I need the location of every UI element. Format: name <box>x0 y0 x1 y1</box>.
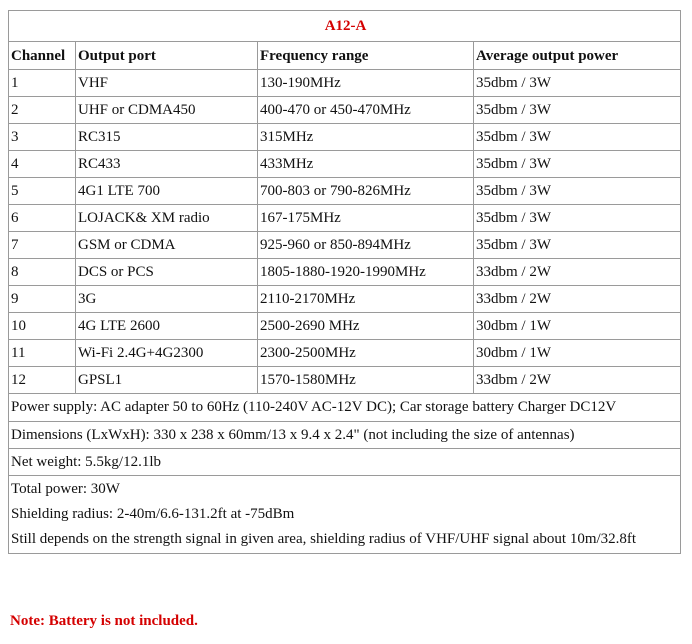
frequency-range-cell: 1805-1880-1920-1990MHz <box>258 259 474 286</box>
table-row <box>9 205 681 232</box>
header-channel: Channel <box>9 42 76 70</box>
output-port-cell: 4G LTE 2600 <box>76 313 258 340</box>
frequency-range-cell: 167-175MHz <box>258 205 474 232</box>
frequency-range-cell: 130-190MHz <box>258 70 474 97</box>
frequency-range-cell: 925-960 or 850-894MHz <box>258 232 474 259</box>
output-power-cell: 35dbm / 3W <box>474 70 681 97</box>
spec-table <box>8 10 681 554</box>
header-row <box>9 42 681 70</box>
frequency-range-cell: 433MHz <box>258 151 474 178</box>
frequency-range-cell: 2300-2500MHz <box>258 340 474 367</box>
power-info-cell <box>9 476 681 554</box>
output-port-cell: 4G1 LTE 700 <box>76 178 258 205</box>
output-power-cell: 35dbm / 3W <box>474 205 681 232</box>
table-row <box>9 178 681 205</box>
output-port-cell: Wi-Fi 2.4G+4G2300 <box>76 340 258 367</box>
frequency-range-cell: 2500-2690 MHz <box>258 313 474 340</box>
channel-cell: 11 <box>9 340 76 367</box>
channel-cell: 10 <box>9 313 76 340</box>
table-title: A12-A <box>9 11 681 42</box>
table-row <box>9 124 681 151</box>
output-power-cell: 33dbm / 2W <box>474 367 681 394</box>
total-power-text: Total power: 30W <box>11 481 120 497</box>
table-row <box>9 97 681 124</box>
channel-cell: 3 <box>9 124 76 151</box>
table-row <box>9 70 681 97</box>
output-power-cell: 30dbm / 1W <box>474 340 681 367</box>
table-row <box>9 151 681 178</box>
title-row <box>9 11 681 42</box>
power-info-row <box>9 476 681 554</box>
channel-cell: 6 <box>9 205 76 232</box>
channel-cell: 1 <box>9 70 76 97</box>
channel-cell: 12 <box>9 367 76 394</box>
frequency-range-cell: 400-470 or 450-470MHz <box>258 97 474 124</box>
table-row <box>9 313 681 340</box>
frequency-range-cell: 1570-1580MHz <box>258 367 474 394</box>
output-power-cell: 35dbm / 3W <box>474 97 681 124</box>
channel-cell: 7 <box>9 232 76 259</box>
power-supply-text: Power supply: AC adapter 50 to 60Hz (110-240V AC-12V DC); Car storage battery Charger DC12V <box>9 394 681 422</box>
output-port-cell: GSM or CDMA <box>76 232 258 259</box>
channel-cell: 4 <box>9 151 76 178</box>
channel-cell: 2 <box>9 97 76 124</box>
header-output-port: Output port <box>76 42 258 70</box>
frequency-range-cell: 700-803 or 790-826MHz <box>258 178 474 205</box>
frequency-range-cell: 2110-2170MHz <box>258 286 474 313</box>
frequency-range-cell: 315MHz <box>258 124 474 151</box>
shielding-note-text: Still depends on the strength signal in given area, shielding radius of VHF/UHF signal about 10m/32.8ft <box>11 531 637 547</box>
battery-note: Note: Battery is not included. <box>10 613 198 629</box>
output-port-cell: GPSL1 <box>76 367 258 394</box>
dimensions-row <box>9 422 681 449</box>
table-row <box>9 259 681 286</box>
channel-cell: 9 <box>9 286 76 313</box>
output-power-cell: 35dbm / 3W <box>474 151 681 178</box>
channel-cell: 5 <box>9 178 76 205</box>
output-port-cell: VHF <box>76 70 258 97</box>
output-power-cell: 33dbm / 2W <box>474 259 681 286</box>
output-port-cell: LOJACK& XM radio <box>76 205 258 232</box>
power-supply-row <box>9 394 681 422</box>
table-row <box>9 286 681 313</box>
output-power-cell: 35dbm / 3W <box>474 124 681 151</box>
output-port-cell: RC433 <box>76 151 258 178</box>
header-average-output-power: Average output power <box>474 42 681 70</box>
output-power-cell: 33dbm / 2W <box>474 286 681 313</box>
shielding-radius-text: Shielding radius: 2-40m/6.6-131.2ft at -75dBm <box>11 506 295 522</box>
table-row <box>9 340 681 367</box>
output-port-cell: UHF or CDMA450 <box>76 97 258 124</box>
output-port-cell: DCS or PCS <box>76 259 258 286</box>
table-row <box>9 367 681 394</box>
output-port-cell: RC315 <box>76 124 258 151</box>
output-port-cell: 3G <box>76 286 258 313</box>
dimensions-text: Dimensions (LxWxH): 330 x 238 x 60mm/13 x 9.4 x 2.4" (not including the size of antennas) <box>9 422 681 449</box>
table-row <box>9 232 681 259</box>
channel-cell: 8 <box>9 259 76 286</box>
output-power-cell: 35dbm / 3W <box>474 232 681 259</box>
output-power-cell: 30dbm / 1W <box>474 313 681 340</box>
net-weight-row <box>9 449 681 476</box>
output-power-cell: 35dbm / 3W <box>474 178 681 205</box>
net-weight-text: Net weight: 5.5kg/12.1lb <box>9 449 681 476</box>
header-frequency-range: Frequency range <box>258 42 474 70</box>
